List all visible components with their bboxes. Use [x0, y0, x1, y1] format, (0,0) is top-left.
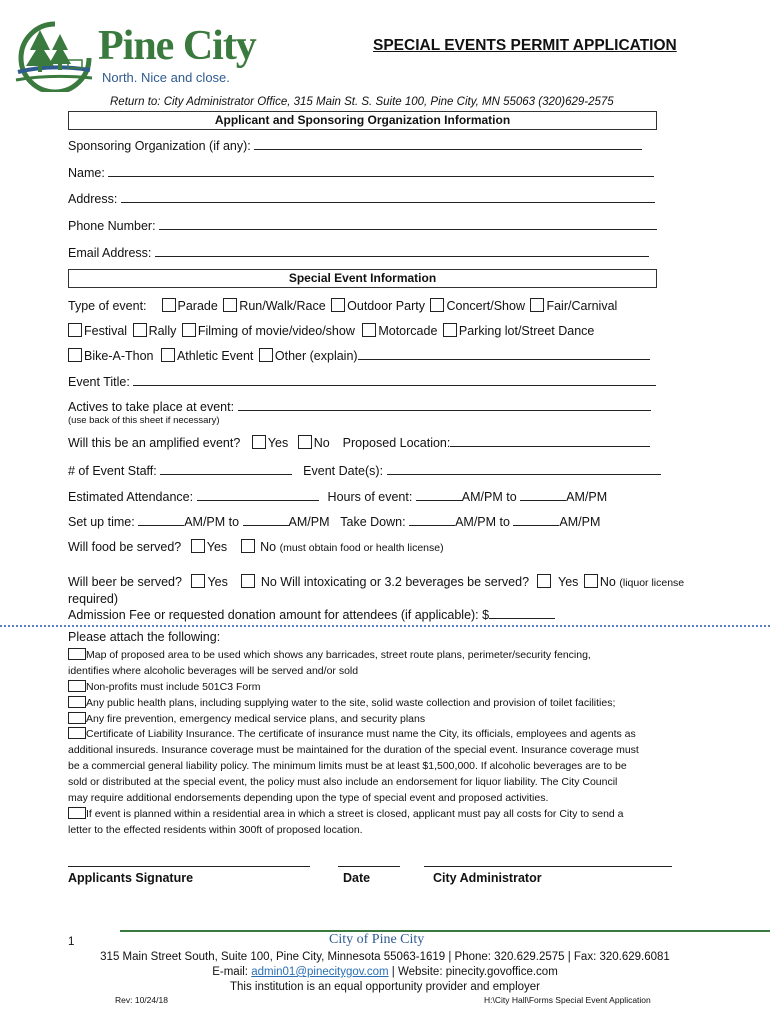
sponsoring-org-row: [68, 138, 642, 153]
food-no-label: No: [260, 540, 277, 554]
logo-wordmark: Pine City: [98, 23, 256, 69]
phone-label: Phone Number:: [68, 219, 156, 233]
map-text-2: identifies where alcoholic beverages will be served and/or sold: [68, 665, 359, 677]
setup-takedown-row: [68, 514, 600, 529]
fair-carnival-label: Fair/Carnival: [546, 299, 618, 313]
phone-field[interactable]: [159, 218, 657, 230]
concert-show-checkbox[interactable]: [430, 298, 444, 312]
amplified-no-checkbox[interactable]: [298, 435, 312, 449]
actives-label: Actives to take place at event:: [68, 400, 235, 414]
takedown-ampm-to: AM/PM to: [455, 515, 510, 529]
admission-field[interactable]: [489, 607, 555, 619]
map-checkbox[interactable]: [68, 648, 86, 660]
bike-a-thon-checkbox[interactable]: [68, 348, 82, 362]
beer-no-checkbox[interactable]: [241, 574, 255, 588]
other-checkbox[interactable]: [259, 348, 273, 362]
event-type-row-2: [68, 323, 594, 338]
map-text: Map of proposed area to be used which shows any barricades, street route plans, perimeter/security fencing,: [86, 649, 591, 661]
concert-show-label: Concert/Show: [446, 299, 525, 313]
event-staff-field[interactable]: [160, 463, 292, 475]
admission-row: [68, 607, 555, 622]
parade-checkbox[interactable]: [162, 298, 176, 312]
attachment-fire: [68, 711, 708, 727]
name-label: Name:: [68, 166, 105, 180]
email-field[interactable]: [155, 245, 649, 257]
date-signature-line[interactable]: [338, 866, 400, 867]
name-field[interactable]: [108, 165, 654, 177]
amplified-row: [68, 435, 650, 450]
beer-label: Will beer be served?: [68, 575, 182, 589]
festival-checkbox[interactable]: [68, 323, 82, 337]
takedown-ampm: AM/PM: [559, 515, 601, 529]
actives-note: (use back of this sheet if necessary): [68, 415, 220, 426]
hours-start-field[interactable]: [416, 489, 462, 501]
attachment-health: [68, 695, 708, 711]
parking-lot-label: Parking lot/Street Dance: [458, 324, 595, 338]
applicant-section-header: Applicant and Sponsoring Organization Information: [68, 111, 657, 130]
admission-label: Admission Fee or requested donation amount for attendees (if applicable): $: [68, 608, 490, 622]
liquor-note: (liquor license: [619, 577, 685, 589]
footer-city-name: City of Pine City: [329, 932, 425, 947]
takedown-end-field[interactable]: [513, 514, 559, 526]
intoxicating-label: Will intoxicating or 3.2 beverages be served?: [280, 575, 530, 589]
intoxicating-yes-checkbox[interactable]: [537, 574, 551, 588]
footer-email-link[interactable]: admin01@pinecitygov.com: [251, 966, 389, 978]
motorcade-label: Motorcade: [378, 324, 438, 338]
email-row: [68, 245, 649, 260]
intoxicating-yes-label: Yes: [558, 575, 579, 589]
revision-date: Rev: 10/24/18: [115, 995, 168, 1005]
page-title: SPECIAL EVENTS PERMIT APPLICATION: [373, 37, 677, 54]
health-text: Any public health plans, including supplying water to the site, solid waste collection and provision of toilet facilities;: [86, 697, 616, 709]
nonprofit-checkbox[interactable]: [68, 680, 86, 692]
event-staff-label: # of Event Staff:: [68, 464, 157, 478]
event-title-label: Event Title:: [68, 375, 130, 389]
filming-checkbox[interactable]: [182, 323, 196, 337]
phone-row: [68, 218, 657, 233]
food-label: Will food be served?: [68, 540, 182, 554]
insurance-text-5: may require additional endorsements depending upon the type of special event and proposed activities.: [68, 792, 549, 804]
attachment-map: [68, 647, 708, 679]
takedown-label: Take Down:: [340, 515, 406, 529]
attachment-nonprofit: [68, 679, 708, 695]
parade-label: Parade: [177, 299, 218, 313]
food-yes-label: Yes: [206, 540, 228, 554]
nonprofit-text: Non-profits must include 501C3 Form: [86, 681, 261, 693]
athletic-event-checkbox[interactable]: [161, 348, 175, 362]
run-walk-race-checkbox[interactable]: [223, 298, 237, 312]
food-row: [68, 539, 444, 554]
bike-a-thon-label: Bike-A-Thon: [84, 349, 154, 363]
residential-text-1: If event is planned within a residential area in which a street is closed, applicant must pay all costs for City to send a: [86, 808, 624, 820]
outdoor-party-label: Outdoor Party: [347, 299, 425, 313]
beer-yes-checkbox[interactable]: [191, 574, 205, 588]
page-number: 1: [68, 936, 75, 948]
date-label: Date: [343, 871, 371, 885]
sponsoring-org-label: Sponsoring Organization (if any):: [68, 139, 251, 153]
residential-text-2: letter to the effected residents within 300ft of proposed location.: [68, 824, 363, 836]
logo-tagline: North. Nice and close.: [102, 70, 230, 85]
insurance-checkbox[interactable]: [68, 727, 86, 739]
amplified-no-label: No: [313, 436, 330, 450]
amplified-label: Will this be an amplified event?: [68, 436, 241, 450]
type-of-event-label: Type of event:: [68, 299, 147, 313]
food-note: (must obtain food or health license): [279, 542, 444, 554]
intoxicating-no-label: No: [599, 575, 616, 589]
beer-row: [68, 574, 684, 589]
footer-email-label: E-mail:: [212, 966, 248, 978]
athletic-event-label: Athletic Event: [176, 349, 254, 363]
attachment-insurance: [68, 726, 708, 806]
residential-checkbox[interactable]: [68, 807, 86, 819]
sponsoring-org-field[interactable]: [254, 138, 642, 150]
name-row: [68, 165, 654, 180]
hours-ampm: AM/PM: [566, 490, 608, 504]
attach-heading: Please attach the following:: [68, 630, 221, 644]
setup-ampm-to: AM/PM to: [184, 515, 240, 529]
footer-eoe: This institution is an equal opportunity provider and employer: [229, 981, 541, 993]
footer-address: 315 Main Street South, Suite 100, Pine City, Minnesota 55063-1619 | Phone: 320.629.2575 | Fax: 320.629.6081: [100, 951, 670, 963]
food-yes-checkbox[interactable]: [191, 539, 205, 553]
amplified-yes-label: Yes: [267, 436, 289, 450]
attendance-field[interactable]: [197, 489, 319, 501]
hours-ampm-to: AM/PM to: [461, 490, 517, 504]
beer-yes-label: Yes: [207, 575, 228, 589]
intoxicating-no-checkbox[interactable]: [584, 574, 598, 588]
footer-website: | Website: pinecity.govoffice.com: [391, 966, 558, 978]
return-to-line: Return to: City Administrator Office, 315 Main St. S. Suite 100, Pine City, MN 55063 (320)629-2575: [110, 96, 614, 108]
other-label: Other (explain): [274, 349, 358, 363]
address-label: Address:: [68, 192, 118, 206]
footer-rule: [120, 930, 770, 932]
administrator-signature-line[interactable]: [424, 866, 672, 867]
parking-lot-checkbox[interactable]: [443, 323, 457, 337]
insurance-text-3: be a commercial general liability policy. The minimum limits must be at least $1,500,000. If alcoholic beverages are to be: [68, 760, 627, 772]
footer-contact: [0, 966, 770, 978]
city-administrator-label: City Administrator: [433, 871, 542, 885]
beer-no-label: No: [260, 575, 277, 589]
setup-start-field[interactable]: [138, 514, 184, 526]
setup-end-field[interactable]: [243, 514, 289, 526]
staff-dates-row: [68, 463, 661, 478]
attendance-hours-row: [68, 489, 607, 504]
email-label: Email Address:: [68, 246, 152, 260]
address-row: [68, 191, 655, 206]
festival-label: Festival: [84, 324, 128, 338]
health-checkbox[interactable]: [68, 696, 86, 708]
liquor-note-2: required): [68, 592, 119, 606]
event-type-row-3: [68, 348, 650, 363]
other-explain-field[interactable]: [358, 348, 650, 360]
event-title-field[interactable]: [133, 374, 656, 386]
file-path: H:\City Hall\Forms Special Event Application: [484, 995, 651, 1005]
actives-row: [68, 399, 651, 414]
pine-tree-logo-icon: [10, 20, 100, 92]
proposed-location-label: Proposed Location:: [342, 436, 451, 450]
proposed-location-field[interactable]: [450, 435, 650, 447]
rally-label: Rally: [148, 324, 177, 338]
city-logo: [10, 20, 280, 92]
event-type-row-1: [68, 298, 617, 313]
hours-label: Hours of event:: [327, 490, 413, 504]
motorcade-checkbox[interactable]: [362, 323, 376, 337]
event-section-header: Special Event Information: [68, 269, 657, 288]
attachment-residential: [68, 806, 708, 838]
amplified-yes-checkbox[interactable]: [252, 435, 266, 449]
applicant-signature-line[interactable]: [68, 866, 310, 867]
insurance-text-2: additional insureds. Insurance coverage must be maintained for the duration of the special event. Insurance coverage must: [68, 744, 639, 756]
insurance-text-4: sold or distributed at the special event, the policy must also include an endorsement for liquor liability. The City Council: [68, 776, 618, 788]
run-walk-race-label: Run/Walk/Race: [239, 299, 326, 313]
page-break-divider: [0, 625, 770, 627]
setup-label: Set up time:: [68, 515, 135, 529]
rally-checkbox[interactable]: [133, 323, 147, 337]
food-no-checkbox[interactable]: [241, 539, 255, 553]
event-dates-field[interactable]: [387, 463, 661, 475]
attendance-label: Estimated Attendance:: [68, 490, 194, 504]
setup-ampm: AM/PM: [288, 515, 330, 529]
fair-carnival-checkbox[interactable]: [530, 298, 544, 312]
event-dates-label: Event Date(s):: [303, 464, 384, 478]
insurance-text-1: Certificate of Liability Insurance. The certificate of insurance must name the City, its officials, employees and agents as: [86, 728, 636, 740]
filming-label: Filming of movie/video/show: [197, 324, 355, 338]
address-field[interactable]: [121, 191, 655, 203]
hours-end-field[interactable]: [520, 489, 566, 501]
applicant-signature-label: Applicants Signature: [68, 871, 194, 885]
takedown-start-field[interactable]: [409, 514, 455, 526]
event-title-row: [68, 374, 656, 389]
actives-field[interactable]: [238, 399, 651, 411]
fire-text: Any fire prevention, emergency medical service plans, and security plans: [86, 713, 426, 725]
outdoor-party-checkbox[interactable]: [331, 298, 345, 312]
fire-checkbox[interactable]: [68, 712, 86, 724]
